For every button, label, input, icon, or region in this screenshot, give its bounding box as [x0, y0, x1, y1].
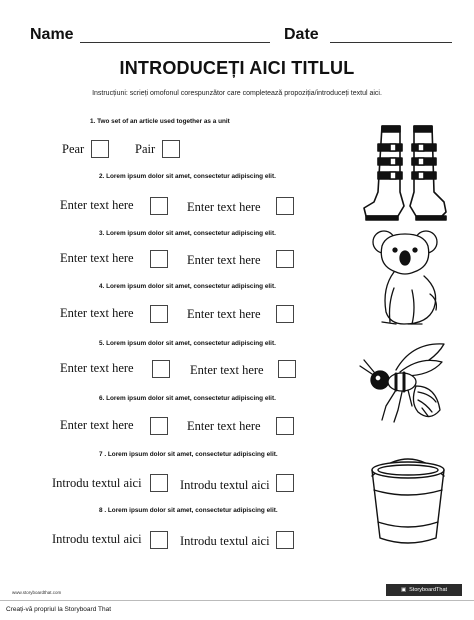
brand-logo[interactable]	[386, 584, 462, 596]
option-label-2a: Enter text here	[60, 198, 134, 212]
answer-box-1a[interactable]	[91, 140, 109, 158]
question-title-5: 5. Lorem ipsum dolor sit amet, consectetur adipiscing elit.	[99, 340, 276, 347]
answer-box-5a[interactable]	[152, 360, 170, 378]
option-label-8a: Introdu textul aici	[52, 532, 142, 546]
instructions	[0, 90, 474, 97]
instructions-prefix: Instrucțiuni:	[92, 90, 128, 97]
option-label-1a: Pear	[62, 142, 85, 156]
koala-icon	[368, 228, 448, 330]
page-title: INTRODUCEȚI AICI TITLUL	[119, 58, 355, 78]
bucket-icon	[366, 456, 450, 548]
brand-text: StoryboardThat	[409, 587, 448, 593]
answer-box-8a[interactable]	[150, 531, 168, 549]
footer-url[interactable]: www.storyboardthat.com	[12, 590, 62, 595]
option-label-6a: Enter text here	[60, 418, 134, 432]
answer-box-3b[interactable]	[276, 250, 294, 268]
storyboard-icon: ▣	[400, 587, 407, 593]
answer-box-7a[interactable]	[150, 474, 168, 492]
header-row	[0, 26, 474, 46]
bottom-caption[interactable]: Creați-vă propriul la Storyboard That	[6, 606, 112, 613]
answer-box-8b[interactable]	[276, 531, 294, 549]
option-label-4b: Enter text here	[187, 307, 261, 321]
option-label-7b: Introdu textul aici	[180, 478, 270, 492]
answer-box-2a[interactable]	[150, 197, 168, 215]
option-label-5b: Enter text here	[190, 363, 264, 377]
option-label-4a: Enter text here	[60, 306, 134, 320]
option-label-6b: Enter text here	[187, 419, 261, 433]
option-label-1b: Pair	[135, 142, 156, 156]
question-title-4: 4. Lorem ipsum dolor sit amet, consectetur adipiscing elit.	[99, 283, 276, 290]
answer-box-3a[interactable]	[150, 250, 168, 268]
name-label: Name	[30, 26, 74, 43]
question-title-7: 7 . Lorem ipsum dolor sit amet, consectetur adipiscing elit.	[99, 451, 278, 458]
name-line[interactable]	[80, 42, 270, 43]
answer-box-1b[interactable]	[162, 140, 180, 158]
option-label-7a: Introdu textul aici	[52, 476, 142, 490]
date-line[interactable]	[330, 42, 452, 43]
option-label-3a: Enter text here	[60, 251, 134, 265]
question-title-3: 3. Lorem ipsum dolor sit amet, consectetur adipiscing elit.	[99, 230, 276, 237]
answer-box-4a[interactable]	[150, 305, 168, 323]
answer-box-7b[interactable]	[276, 474, 294, 492]
date-label: Date	[284, 26, 319, 43]
answer-box-4b[interactable]	[276, 305, 294, 323]
answer-box-6a[interactable]	[150, 417, 168, 435]
answer-box-5b[interactable]	[278, 360, 296, 378]
option-label-5a: Enter text here	[60, 361, 134, 375]
bee-icon	[356, 340, 448, 424]
question-title-2: 2. Lorem ipsum dolor sit amet, consectetur adipiscing elit.	[99, 173, 276, 180]
answer-box-6b[interactable]	[276, 417, 294, 435]
boots-icon	[360, 122, 450, 222]
answer-box-2b[interactable]	[276, 197, 294, 215]
option-label-8b: Introdu textul aici	[180, 534, 270, 548]
footer-divider	[0, 600, 474, 601]
option-label-2b: Enter text here	[187, 200, 261, 214]
option-label-3b: Enter text here	[187, 253, 261, 267]
question-title-8: 8 . Lorem ipsum dolor sit amet, consectetur adipiscing elit.	[99, 507, 278, 514]
question-title-1: 1. Two set of an article used together as a unit	[90, 118, 230, 125]
instructions-text: scrieți omofonul corespunzător care completează propoziția/introduceți textul aici.	[127, 90, 382, 97]
question-title-6: 6. Lorem ipsum dolor sit amet, consectetur adipiscing elit.	[99, 395, 276, 402]
